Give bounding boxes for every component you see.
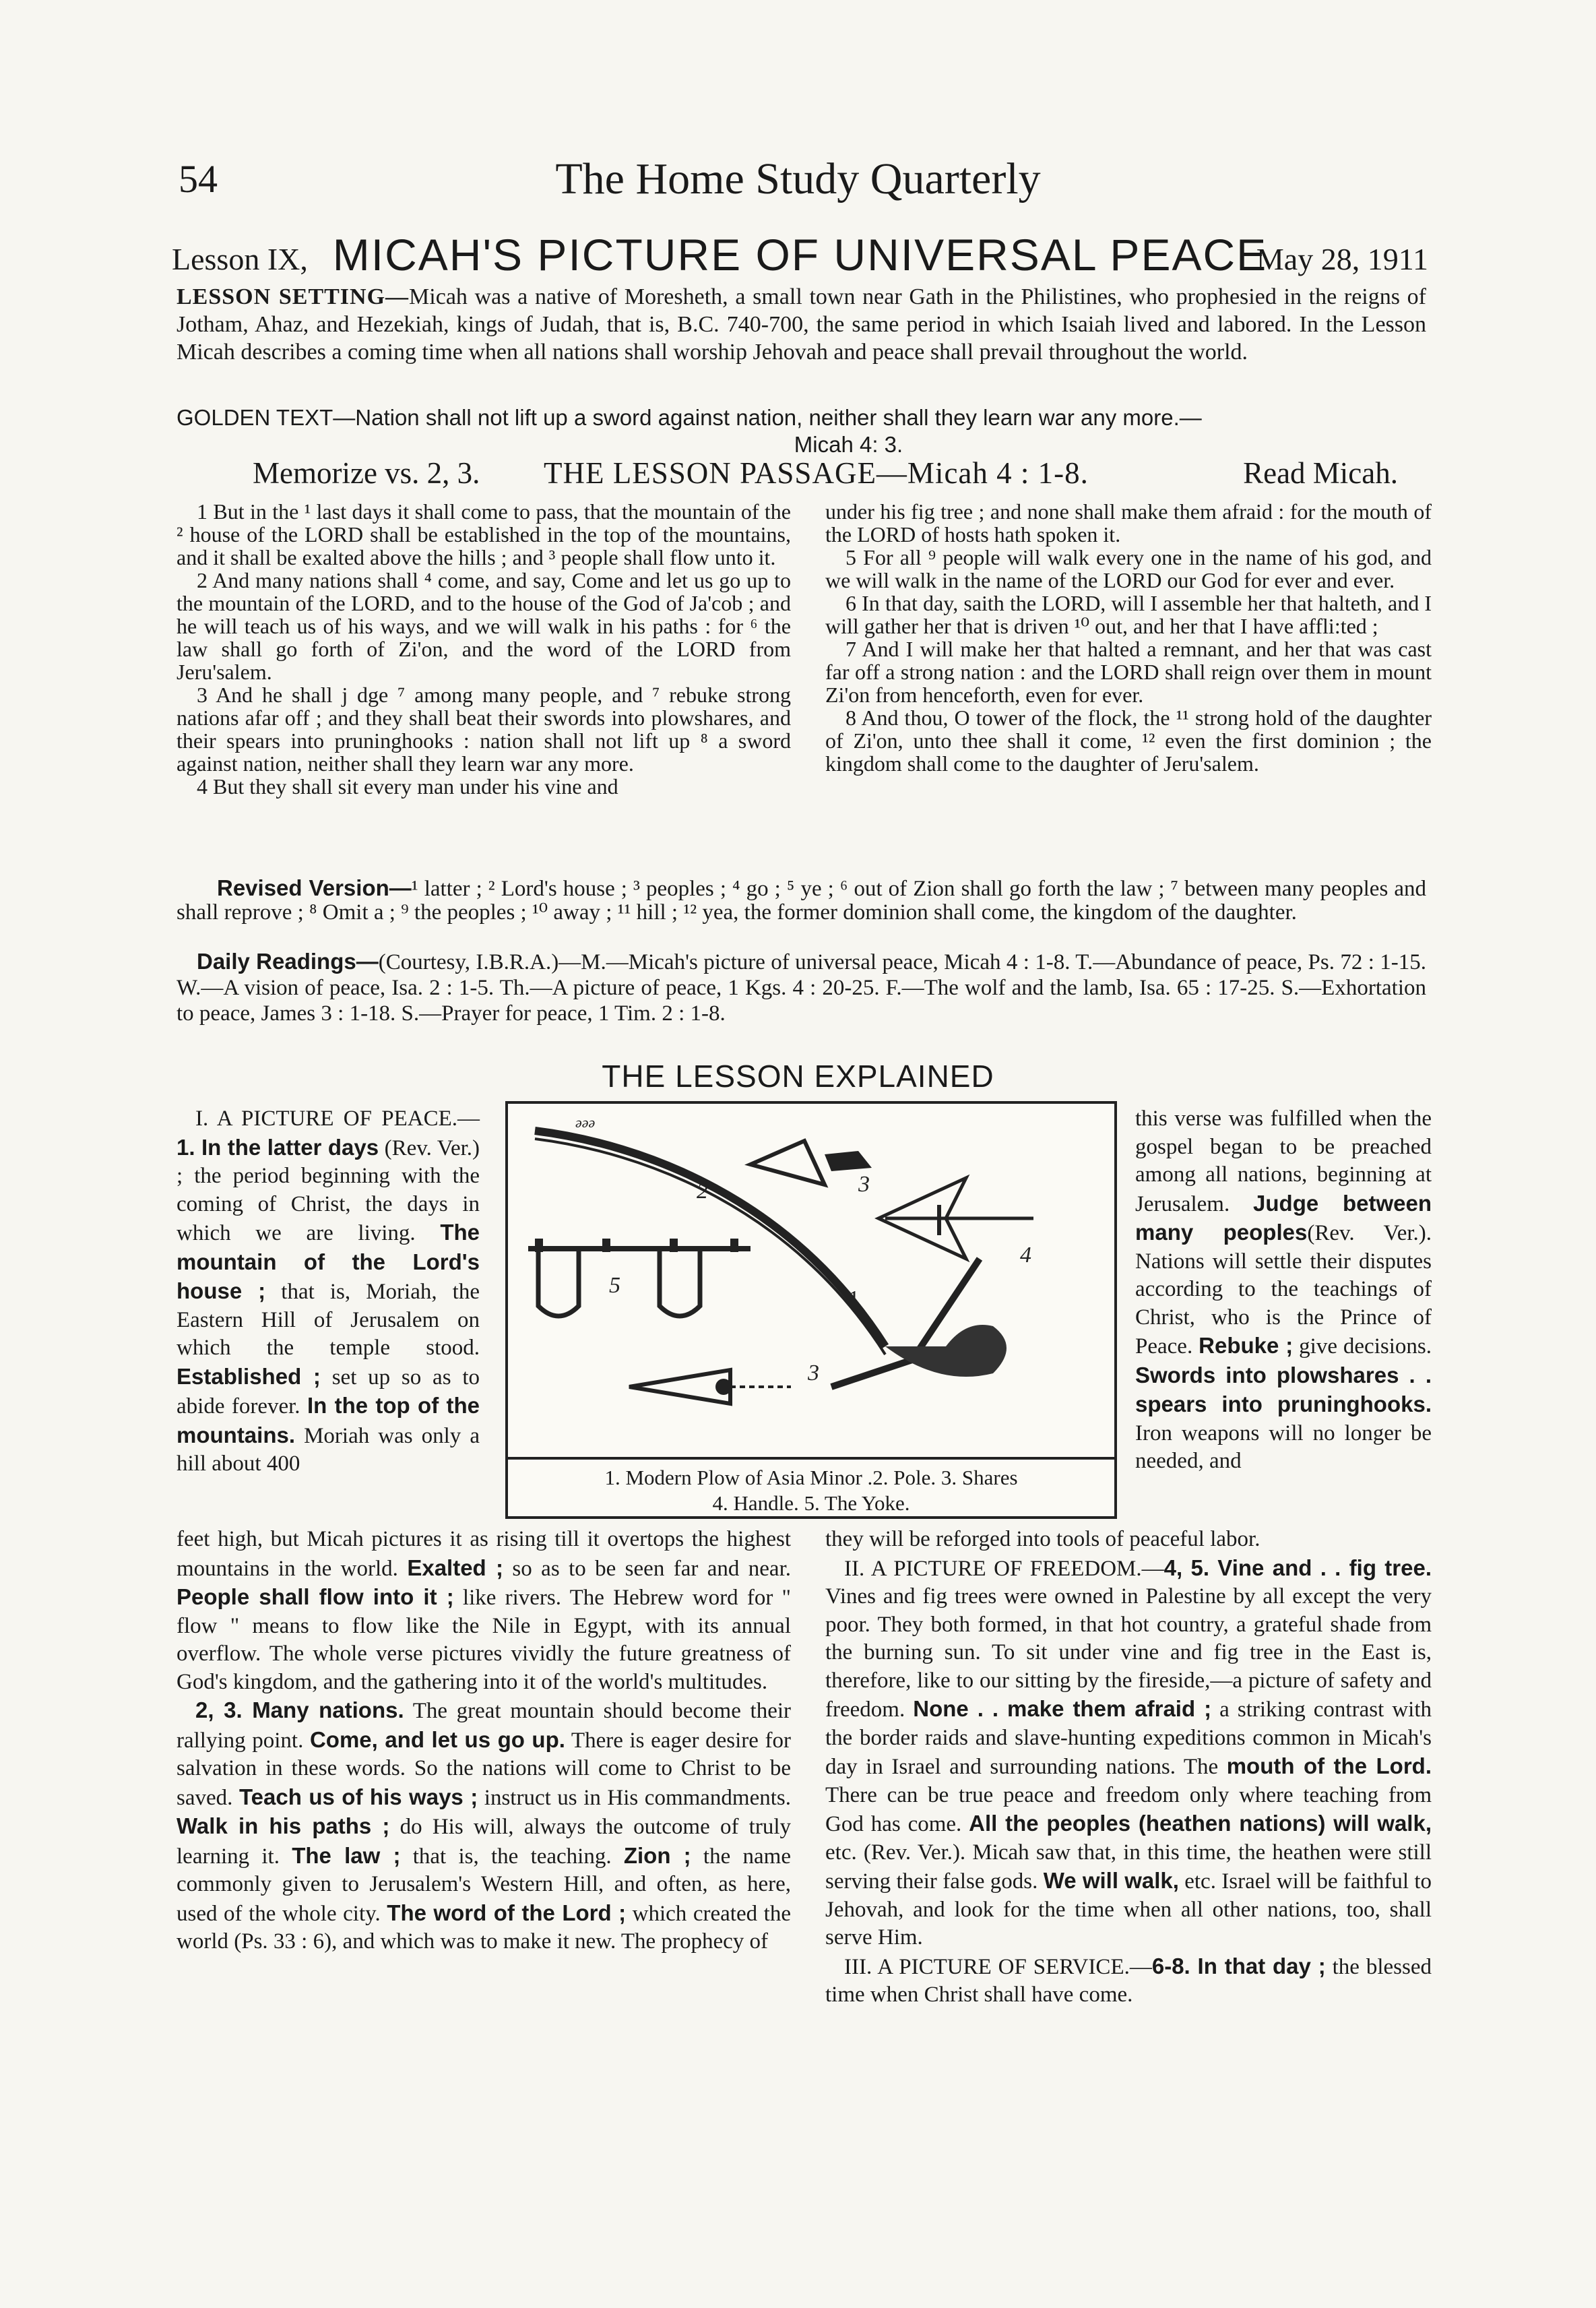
verse-3: 3 And he shall j dge ⁷ among many people, and ⁷ rebuke strong nations afar off ; and they shall beat their swords into plowshares, and their spears into pruninghooks : nation shall not lift up ⁸ a sword against nation, neither shall they learn war any more. [177, 683, 791, 776]
verse-4-end: under his fig tree ; and none shall make them afraid : for the mouth of the LORD of hosts hath spoken it. [825, 499, 1432, 547]
daily-readings [177, 949, 1426, 1026]
lesson-title-line [172, 229, 1428, 280]
text: Iron weapons will no longer be needed, and [1135, 1421, 1432, 1473]
term-zion: Zion ; [623, 1842, 691, 1868]
verse-4-start: 4 But they shall sit every man under his vine and [197, 774, 618, 799]
lesson-number: Lesson IX, [172, 242, 308, 276]
text: do His will, always the outcome of truly learning it. [177, 1815, 791, 1869]
figure-caption [508, 1457, 1114, 1516]
term-top-of-mountains: In the top of the mountains. [177, 1393, 480, 1447]
golden-text-body: GOLDEN TEXT—Nation shall not lift up a sword against nation, neither shall they learn war any more.— [177, 405, 1202, 430]
explained-left-wide [177, 1526, 791, 1956]
revised-version-notes [177, 876, 1426, 925]
verse-3-continued: they will be reforged into tools of peaceful labor. [825, 1527, 1260, 1551]
verse-5: 5 For all ⁹ people will walk every one in the name of his god, and we will walk in the name of the LORD our God for ever and ever. [825, 545, 1432, 592]
lesson-setting [177, 283, 1426, 366]
lesson-explained-heading: THE LESSON EXPLAINED [602, 1059, 994, 1094]
term-exalted: Exalted ; [407, 1555, 504, 1580]
plow-illustration [505, 1101, 1117, 1519]
verse-1: 1 But in the ¹ last days it shall come to pass, that the mountain of the ² house of the LORD shall be established in the top of the mountains, and it shall be exalted above the hills ; and ³ people shall flow unto it. [177, 499, 791, 569]
golden-text [177, 404, 1426, 458]
term-none-afraid: None . . make them afraid ; [913, 1696, 1212, 1721]
text: (Rev. Ver.) ; the period beginning with the coming of Christ, the days in which we are living. [177, 1135, 480, 1245]
term-vine: 4, 5. Vine and . . fig tree. [1163, 1555, 1432, 1580]
label-shares-top: 3 [858, 1172, 870, 1197]
term-swords: Swords into plowshares . . spears into pruninghooks. [1135, 1362, 1432, 1416]
section-1-paragraph [177, 1105, 480, 1478]
passage-heading [253, 456, 1398, 497]
term-many-nations: 2, 3. Many nations. [195, 1697, 404, 1722]
text: this verse was fulfilled when the gospel began to be preached among all nations, beginning at Jerusalem. [1135, 1106, 1432, 1216]
text: (Rev. Ver.). Nations will settle their disputes according to the teachings of Christ, who is the Prince of Peace. [1135, 1221, 1432, 1359]
page-number: 54 [179, 157, 218, 201]
section-1-heading: I. A PICTURE OF PEACE.— [195, 1106, 480, 1131]
svg-text:ǝǝǝ: ǝǝǝ [575, 1114, 596, 1131]
daily-text: (Courtesy, I.B.R.A.)—M.—Micah's picture of universal peace, Micah 4 : 1-8. T.—Abundance of peace, Ps. 72 : 1-15. W.—A vision of peace, Isa. 2 : 1-5. Th.—A picture of peace, 1 Kgs. 4 : 20-25. F.—The wolf and the lamb, Isa. 65 : 17-25. S.—Exhortation to peace, James 3 : 1-18. S.—Prayer for peace, 1 Tim. 2 : 1-8. [177, 950, 1426, 1026]
explained-right-narrow [1135, 1105, 1432, 1476]
section-3-paragraph [825, 1952, 1432, 2009]
passage-left-column [177, 500, 791, 798]
text: set up so as to abide forever. [177, 1365, 480, 1418]
text: the blessed time when Christ shall have come. [825, 1954, 1432, 2007]
text: The great mountain should become their rallying point. [177, 1699, 791, 1753]
text: like rivers. The Hebrew word for " flow " means to flow like the Nile in Egypt, with its annual overflow. The whole verse pictures vividly the future greatness of God's kingdom, and the gathering into it of the world's multitudes. [177, 1586, 791, 1694]
label-shares-bottom: 3 [808, 1361, 819, 1385]
text: etc. Israel will be faithful to Jehovah, and look for the time when all other nations, too, shall serve Him. [825, 1869, 1432, 1950]
text: There can be true peace and freedom only where teaching from God has come. [825, 1782, 1432, 1836]
term-all-peoples: All the peoples (heathen nations) will walk, [969, 1811, 1432, 1836]
verse-7: 7 And I will make her that halted a remnant, and her that was cast far off a strong nation : and the LORD shall reign over them in mount Zi'on from henceforth, even for ever. [825, 637, 1432, 707]
lesson-title: MICAH'S PICTURE OF UNIVERSAL PEACE [332, 230, 1268, 280]
term-word-of-lord: The word of the Lord ; [387, 1900, 627, 1925]
label-plow: 1 [848, 1286, 860, 1311]
section-3-heading: III. A PICTURE OF SERVICE.— [844, 1954, 1152, 1979]
explained-left-narrow [177, 1105, 480, 1478]
term-we-will-walk: We will walk, [1043, 1868, 1179, 1893]
text: give decisions. [1293, 1334, 1432, 1359]
term-rebuke: Rebuke ; [1199, 1333, 1294, 1358]
text: that is, the teaching. [400, 1844, 624, 1869]
setting-text: Micah was a native of Moresheth, a small town near Gath in the Philistines, who prophesied in the reigns of Jotham, Ahaz, and Hezekiah, kings of Judah, that is, B.C. 740-700, the same period in which Isaiah lived and labored. In the Lesson Micah describes a coming time when all nations shall worship Jehovah and peace shall prevail throughout the world. [177, 284, 1426, 365]
verses-2-3-paragraph [177, 1696, 791, 1956]
text: etc. (Rev. Ver.). Micah saw that, in this time, the heathen were still serving their false gods. [825, 1840, 1432, 1894]
term-teach: Teach us of his ways ; [238, 1784, 478, 1809]
verse-6: 6 In that day, saith the LORD, will I assemble her that halteth, and I will gather her that is driven ¹⁰ out, and her that I have affli:ted ; [825, 591, 1432, 638]
text: There is eager desire for salvation in these words. So the nations will come to Christ to be saved. [177, 1728, 792, 1810]
explained-right-wide [825, 1526, 1432, 2009]
daily-label: Daily Readings— [197, 949, 379, 974]
setting-label: LESSON SETTING— [177, 284, 410, 309]
text: Moriah was only a hill about 400 [177, 1423, 480, 1476]
lesson-date: May 28, 1911 [1256, 242, 1428, 276]
term-mountain: The mountain of the Lord's house ; [177, 1220, 480, 1303]
label-pole: 2 [697, 1179, 708, 1204]
plow-drawing [508, 1104, 1114, 1454]
caption-line-1: 1. Modern Plow of Asia Minor .2. Pole. 3. Shares [604, 1466, 1018, 1489]
label-handle: 4 [1020, 1243, 1031, 1268]
read-note: Read Micah. [1243, 456, 1398, 490]
term-latter-days: 1. In the latter days [177, 1134, 379, 1160]
memorize-note: Memorize vs. 2, 3. [253, 456, 480, 490]
text: the name commonly given to Jerusalem's Western Hill, and often, as here, used of the whole city. [177, 1844, 791, 1926]
text: instruct us in His commandments. [478, 1785, 791, 1810]
term-people-flow: People shall flow into it ; [177, 1584, 454, 1609]
section-2-paragraph [825, 1554, 1432, 1952]
verse-2: 2 And many nations shall ⁴ come, and say, Come and let us go up to the mountain of the LORD, and to the house of the God of Ja'cob ; and he will teach us of his ways, and we will walk in his paths : for ⁶ the law shall go forth of Zi'on, and the word of the LORD from Jeru'salem. [177, 568, 791, 684]
golden-text-reference: Micah 4: 3. [794, 432, 903, 457]
text: which created the world (Ps. 33 : 6), and which was to make it new. The prophecy of [177, 1901, 791, 1954]
text: that is, Moriah, the Eastern Hill of Jerusalem on which the temple stood. [177, 1280, 480, 1360]
term-come: Come, and let us go up. [309, 1726, 565, 1752]
page-header [0, 150, 1596, 210]
text: feet high, but Micah pictures it as rising till it overtops the highest mountains in the world. [177, 1527, 791, 1581]
caption-line-2: 4. Handle. 5. The Yoke. [712, 1491, 910, 1515]
verse-3-commentary [1135, 1105, 1432, 1476]
term-judge: Judge between many peoples [1135, 1190, 1432, 1245]
revised-label: Revised Version— [217, 875, 412, 900]
verse-8: 8 And thou, O tower of the flock, the ¹¹ strong hold of the daughter of Zi'on, unto thee shall it come, ¹² even the first dominion ; the kingdom shall come to the daughter of Jeru'salem. [825, 706, 1432, 776]
text: so as to be seen far and near. [503, 1556, 792, 1581]
term-established: Established ; [177, 1363, 321, 1389]
text: Vines and fig trees were owned in Palestine by all except the very poor. They both formed, in that hot country, a grateful shade from the burning sun. To sit under vine and fig tree in the East is, therefore, like to our sitting by the fireside,—a picture of safety and freedom. [825, 1584, 1432, 1722]
revised-text: ¹ latter ; ² Lord's house ; ³ peoples ; ⁴ go ; ⁵ ye ; ⁶ out of Zion shall go forth the law ; ⁷ between many peoples and shall reprove ; ⁸ Omit a ; ⁹ the peoples ; ¹⁰ away ; ¹¹ hill ; ¹² yea, the former dominion shall come, the kingdom of the daughter. [177, 877, 1426, 925]
section-2-heading: II. A PICTURE OF FREEDOM.— [844, 1556, 1164, 1581]
term-in-that-day: 6-8. In that day ; [1151, 1953, 1326, 1978]
passage-title: THE LESSON PASSAGE—Micah 4 : 1-8. [544, 456, 1089, 490]
label-yoke: 5 [609, 1273, 620, 1298]
term-mouth: mouth of the Lord. [1226, 1753, 1432, 1778]
publication-title: The Home Study Quarterly [555, 154, 1041, 204]
term-walk: Walk in his paths ; [177, 1813, 390, 1838]
section-1-continued [177, 1526, 791, 1696]
term-law: The law ; [292, 1842, 401, 1868]
passage-right-column [825, 500, 1432, 775]
text: a striking contrast with the border raids and slave-hunting expeditions common in Micah's day in Israel and surrounding nations. The [825, 1697, 1432, 1779]
